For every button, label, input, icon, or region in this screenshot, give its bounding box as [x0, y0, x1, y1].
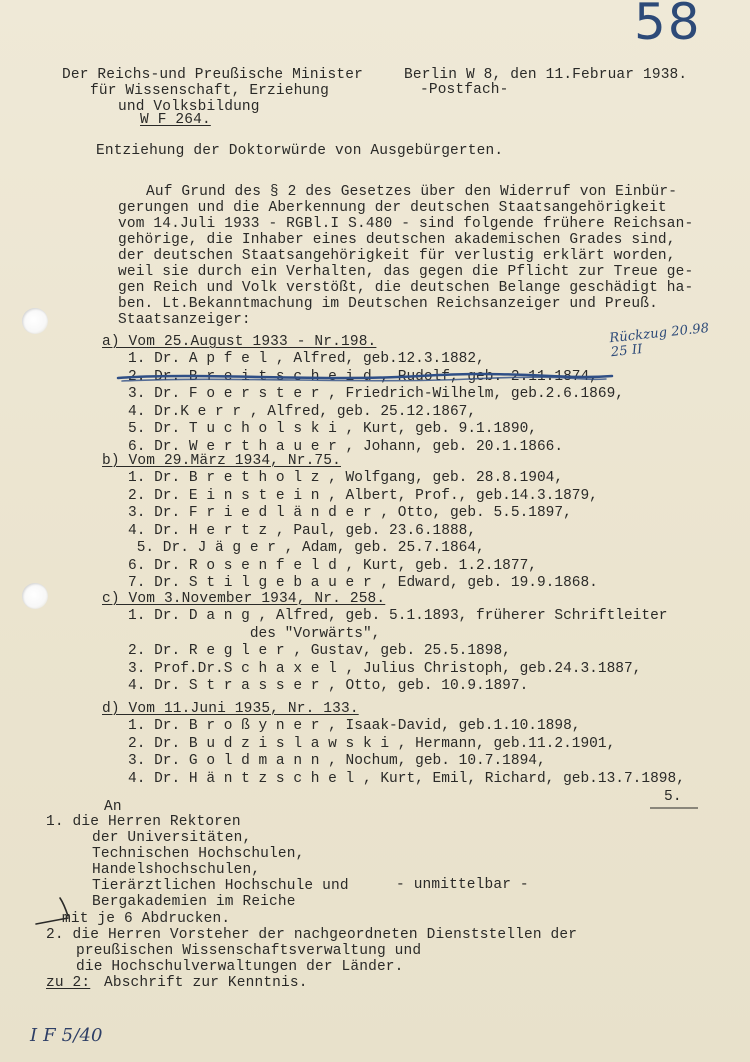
list-item: 2. Dr. R e g l e r , Gustav, geb. 25.5.1898,	[128, 643, 511, 659]
body-line-7: gen Reich und Volk verstößt, die deutschen Belange geschädigt ha-	[118, 280, 694, 296]
recipients-an: An	[104, 799, 122, 815]
zu2-label: zu 2:	[46, 975, 91, 991]
recipient-1-line-6: Bergakademien im Reiche	[92, 894, 296, 910]
section-list-b	[128, 470, 598, 593]
section-heading-a: a) Vom 25.August 1933 - Nr.198.	[102, 334, 377, 350]
recipient-2-line-3: die Hochschulverwaltungen der Länder.	[76, 959, 404, 975]
zu2-text: Abschrift zur Kenntnis.	[104, 975, 308, 991]
list-item: 4. Dr. H e r t z , Paul, geb. 23.6.1888,	[128, 522, 477, 539]
list-item: 4. Dr. S t r a s s e r , Otto, geb. 10.9.1897.	[128, 678, 529, 694]
file-note: I F 5/40	[30, 1025, 103, 1046]
recipient-1-line-4: Handelshochschulen,	[92, 862, 261, 878]
sender-line-3: und Volksbildung	[118, 99, 260, 115]
recipient-1-line-2: der Universitäten,	[92, 830, 252, 846]
body-line-9: Staatsanzeiger:	[118, 312, 251, 328]
section-heading-b: b) Vom 29.März 1934, Nr.75.	[102, 453, 341, 469]
list-item: 4. Dr. H ä n t z s c h e l , Kurt, Emil, Richard, geb.13.7.1898,	[128, 770, 685, 787]
subject-line: Entziehung der Doktorwürde von Ausgebürgerten.	[96, 143, 504, 159]
body-line-5: der deutschen Staatsangehörigkeit für verlustig erklärt worden,	[118, 248, 676, 264]
continuation-marker: 5.	[664, 789, 682, 805]
list-item: 3. Prof.Dr.S c h a x e l , Julius Christoph, geb.24.3.1887,	[128, 660, 642, 677]
punch-hole-top	[22, 308, 48, 334]
list-item: 2. Dr. B u d z i s l a w s k i , Hermann, geb.11.2.1901,	[128, 735, 616, 752]
reference-number: W F 264.	[140, 112, 211, 128]
postfach: -Postfach-	[420, 82, 509, 98]
body-line-3: vom 14.Juli 1933 - RGBl.I S.480 - sind folgende frühere Reichsan-	[118, 216, 694, 232]
recipient-2-line-1: 2. die Herren Vorsteher der nachgeordneten Dienststellen der	[46, 927, 578, 943]
continuation-underline	[650, 806, 710, 810]
margin-note: Rückzug 20.98 25 II	[608, 320, 710, 361]
recipient-direct: - unmittelbar -	[396, 877, 529, 893]
list-item: 6. Dr. R o s e n f e l d , Kurt, geb. 1.2.1877,	[128, 557, 537, 574]
place-date: Berlin W 8, den 11.Februar 1938.	[404, 67, 688, 83]
sender-line-2: für Wissenschaft, Erziehung	[90, 83, 329, 99]
list-item: 7. Dr. S t i l g e b a u e r , Edward, geb. 19.9.1868.	[128, 575, 598, 591]
list-item: 5. Dr. J ä g e r , Adam, geb. 25.7.1864,	[128, 540, 485, 556]
list-item: des "Vorwärts",	[128, 625, 381, 642]
recipient-2-line-2: preußischen Wissenschaftsverwaltung und	[76, 943, 422, 959]
punch-hole-bottom	[22, 583, 48, 609]
list-item: 4. Dr.K e r r , Alfred, geb. 25.12.1867,	[128, 403, 477, 420]
body-line-8: ben. Lt.Bekanntmachung im Deutschen Reichsanzeiger und Preuß.	[118, 296, 658, 312]
list-item: 2. Dr. B r e i t s c h e i d , Rudolf, geb. 2.11.1874,	[128, 368, 598, 385]
sender-line-1: Der Reichs-und Preußische Minister	[62, 67, 363, 83]
page-number: 58	[634, 0, 702, 51]
recipient-copies: mit je 6 Abdrucken.	[62, 911, 231, 927]
list-item: 1. Dr. A p f e l , Alfred, geb.12.3.1882,	[128, 351, 485, 367]
recipient-1-line-3: Technischen Hochschulen,	[92, 846, 305, 862]
body-line-6: weil sie durch ein Verhalten, das gegen die Pflicht zur Treue ge-	[118, 264, 694, 280]
section-heading-c: c) Vom 3.November 1934, Nr. 258.	[102, 591, 386, 607]
section-list-d	[128, 718, 685, 788]
list-item: 2. Dr. E i n s t e i n , Albert, Prof., geb.14.3.1879,	[128, 487, 598, 504]
body-line-4: gehörige, die Inhaber eines deutschen akademischen Grades sind,	[118, 232, 676, 248]
section-list-c	[128, 608, 668, 696]
body-line-2: gerungen und die Aberkennung der deutschen Staatsangehörigkeit	[118, 200, 667, 216]
list-item: 1. Dr. B r o ß y n e r , Isaak-David, geb.1.10.1898,	[128, 718, 581, 734]
body-line-1: Auf Grund des § 2 des Gesetzes über den Widerruf von Einbür-	[146, 184, 678, 200]
list-item: 3. Dr. F r i e d l ä n d e r , Otto, geb. 5.5.1897,	[128, 505, 572, 521]
handwritten-strikethrough	[0, 358, 750, 398]
section-heading-d: d) Vom 11.Juni 1935, Nr. 133.	[102, 701, 359, 717]
list-item: 1. Dr. D a n g , Alfred, geb. 5.1.1893, früherer Schriftleiter	[128, 608, 668, 624]
list-item: 1. Dr. B r e t h o l z , Wolfgang, geb. 28.8.1904,	[128, 470, 564, 486]
list-item: 5. Dr. T u c h o l s k i , Kurt, geb. 9.1.1890,	[128, 421, 537, 437]
list-item: 3. Dr. F o e r s t e r , Friedrich-Wilhelm, geb.2.6.1869,	[128, 386, 624, 402]
recipient-1-line-5: Tierärztlichen Hochschule und	[92, 878, 349, 894]
list-item: 6. Dr. W e r t h a u e r , Johann, geb. 20.1.1866.	[128, 438, 564, 455]
recipient-1-line-1: 1. die Herren Rektoren	[46, 814, 241, 830]
list-item: 3. Dr. G o l d m a n n , Nochum, geb. 10.7.1894,	[128, 753, 546, 769]
